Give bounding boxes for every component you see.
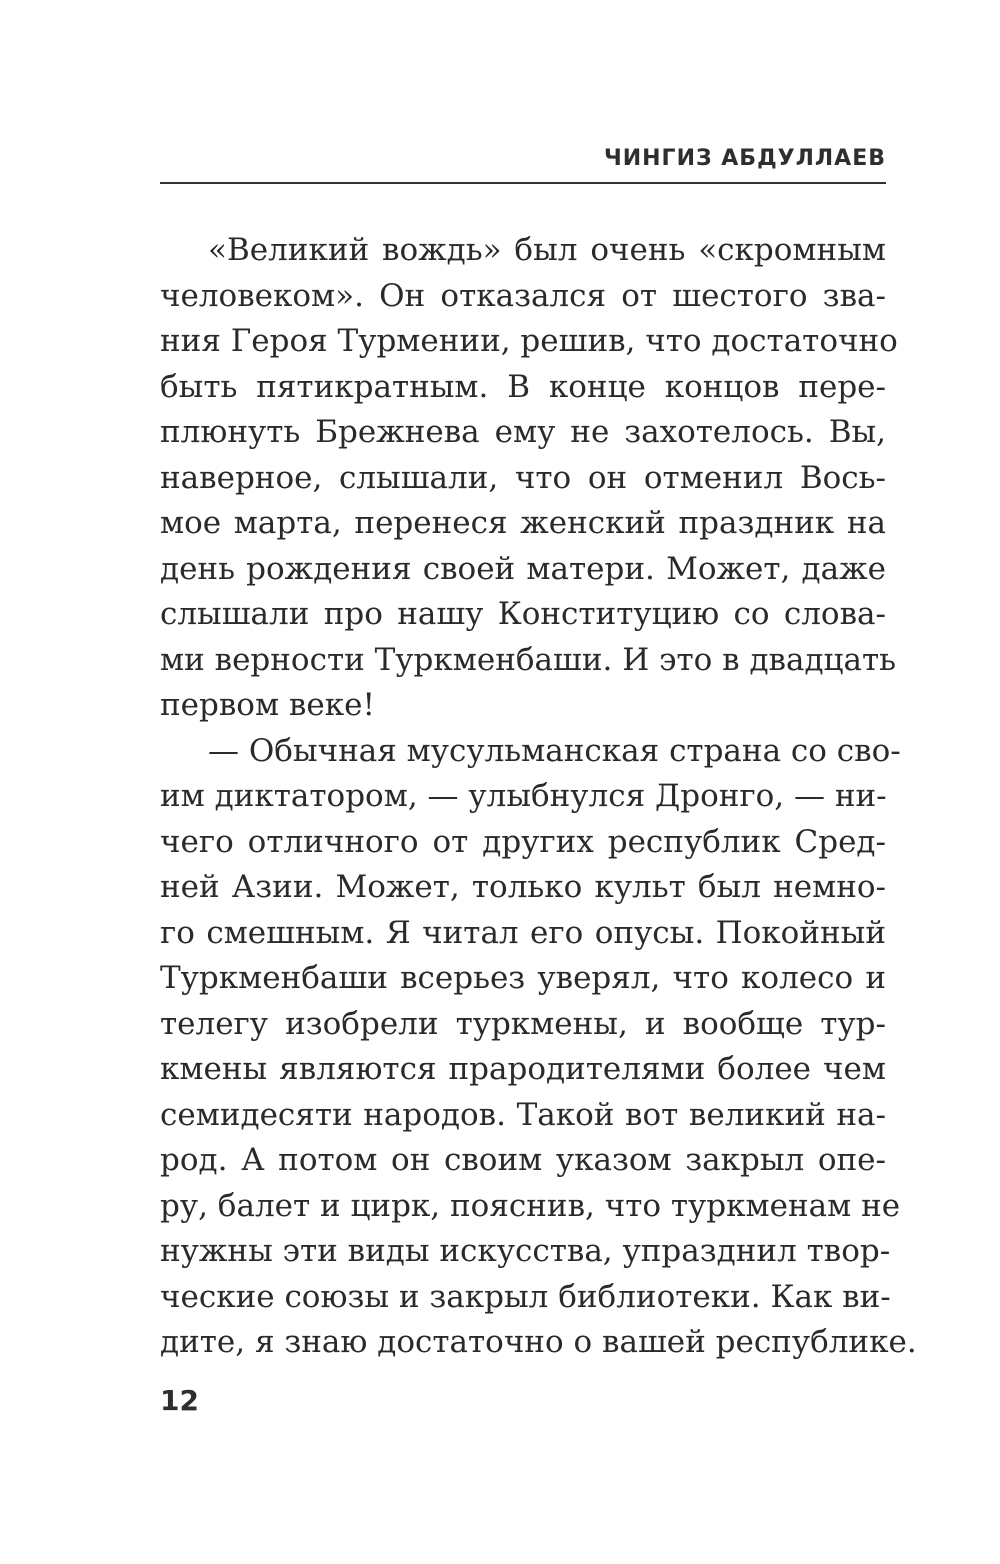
text-line: род. А потом он своим указом закрыл опе- [160, 1142, 886, 1178]
text-line: им диктатором, — улыбнулся Дронго, — ни- [160, 778, 887, 814]
text-line: быть пятикратным. В конце концов пере- [160, 368, 886, 405]
text-line: го смешным. Я читал его опусы. Покойный [160, 914, 886, 951]
text-line: «Великий вождь» был очень «скромным [208, 232, 886, 268]
running-head-author: ЧИНГИЗ АБДУЛЛАЕВ [603, 146, 886, 171]
text-line: мое марта, перенеся женский праздник на [160, 505, 886, 541]
paragraph [160, 729, 917, 1366]
text-line: телегу изобрели туркмены, и вообще тур- [160, 1005, 886, 1042]
text-line: чего отличного от других республик Сред- [160, 823, 886, 860]
paragraph [160, 228, 898, 729]
text-line: Туркменбаши всерьез уверял, что колесо и [160, 960, 886, 996]
text-line: нужны эти виды искусства, упразднил твор- [160, 1233, 891, 1269]
text-line: ру, балет и цирк, пояснив, что туркменам не [160, 1187, 901, 1224]
text-line: слышали про нашу Конституцию со слова- [160, 596, 886, 632]
text-line: ми верности Туркменбаши. И это в двадцать [160, 641, 896, 678]
text-line: наверное, слышали, что он отменил Вось- [160, 459, 886, 496]
page-number: 12 [160, 1384, 199, 1417]
text-line: человеком». Он отказался от шестого зва- [160, 277, 886, 314]
text-line: ней Азии. Может, только культ был немно- [160, 869, 886, 905]
text-line: семидесяти народов. Такой вот великий на- [160, 1096, 886, 1133]
text-line: первом веке! [160, 687, 375, 723]
text-line: — Обычная мусульманская страна со сво- [208, 732, 901, 769]
body-text [160, 228, 917, 1366]
text-line: ния Героя Турмении, решив, что достаточно [160, 323, 898, 359]
text-line: кмены являются прародителями более чем [160, 1051, 886, 1087]
text-line: дите, я знаю достаточно о вашей республике. [160, 1324, 917, 1360]
text-line: плюнуть Брежнева ему не захотелось. Вы, [160, 414, 886, 450]
text-line: день рождения своей матери. Может, даже [160, 550, 886, 587]
text-line: ческие союзы и закрыл библиотеки. Как ви- [160, 1278, 891, 1315]
header-rule [160, 182, 886, 184]
